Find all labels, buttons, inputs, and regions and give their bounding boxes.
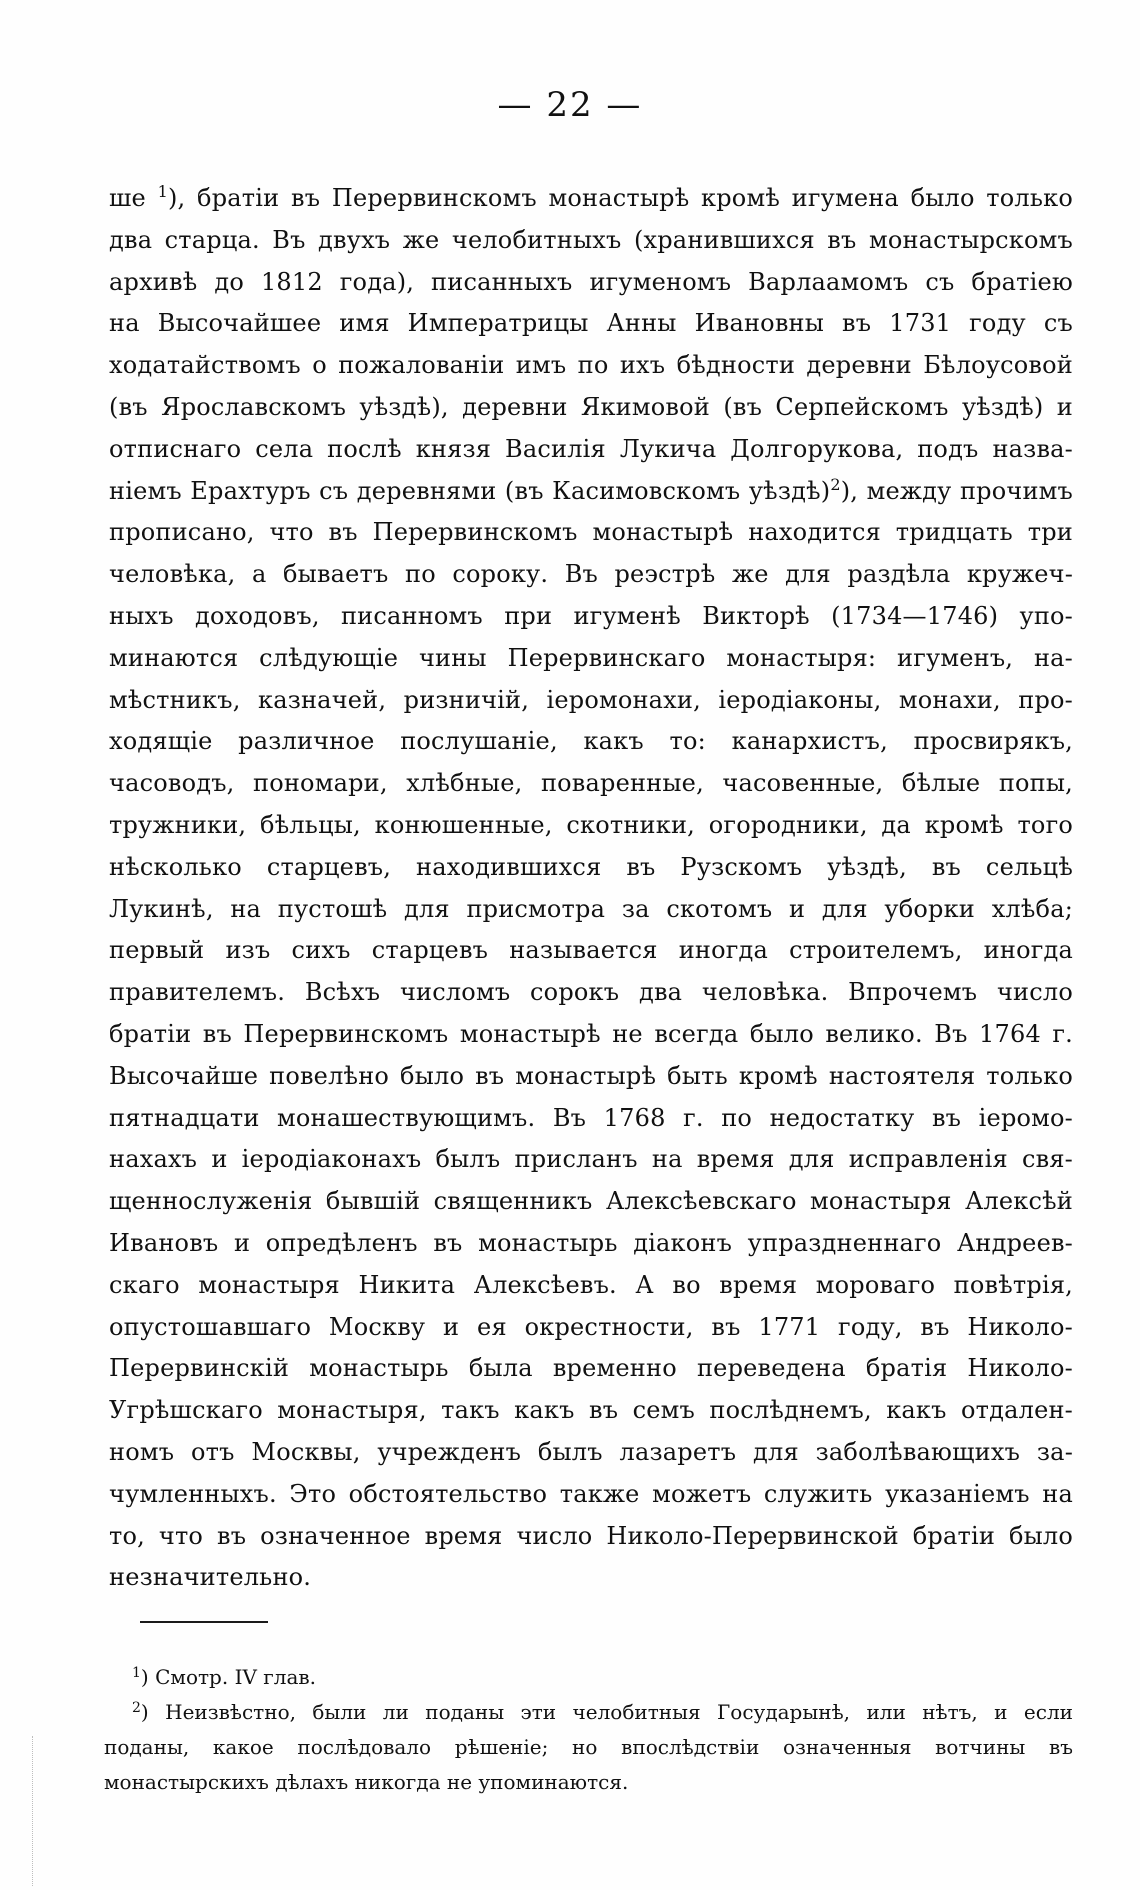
footnote-1: $^1$) Смотр. IV глав.	[132, 1665, 316, 1689]
page-number: — 22 —	[497, 85, 643, 125]
text-line: номъ отъ Москвы, учрежденъ былъ лазаретъ для заболѣвающихъ за-	[109, 1437, 1073, 1466]
footnote-2: $^2$) Неизвѣстно, были ли поданы эти челобитныя Государынѣ, или нѣтъ, и если	[132, 1700, 1073, 1724]
text-line: ныхъ доходовъ, писанномъ при игуменѣ Викторѣ (1734—1746) упо-	[109, 601, 1073, 630]
text-line: нахахъ и іеродіаконахъ былъ присланъ на время для исправленія свя-	[109, 1145, 1073, 1174]
footnote-marker: 2	[132, 1700, 141, 1716]
text-line: Высочайше повелѣно было въ монастырѣ быть кромѣ настоятеля только	[109, 1061, 1073, 1090]
text-line: прописано, что въ Перервинскомъ монастырѣ находится тридцать три	[109, 518, 1073, 547]
text-line: опустошавшаго Москву и ея окрестности, въ 1771 году, въ Николо-	[109, 1312, 1073, 1341]
text-line: ходящіе различное послушаніе, какъ то: канархистъ, просвирякъ,	[109, 727, 1073, 756]
footnote-ref[interactable]: 1	[157, 182, 168, 201]
text-line: архивѣ до 1812 года), писанныхъ игуменомъ Варлаамомъ съ братіею	[109, 267, 1073, 296]
footnote-2-line: монастырскихъ дѣлахъ никогда не упоминаются.	[104, 1770, 629, 1794]
text-line: минаются слѣдующіе чины Перервинскаго монастыря: игуменъ, на-	[109, 643, 1073, 672]
text-line: ніемъ Ерахтуръ съ деревнями (въ Касимовскомъ уѣздѣ)$^2$), между прочимъ	[109, 474, 1073, 505]
footnote-separator	[140, 1621, 268, 1623]
text-line: Лукинѣ, на пустошѣ для присмотра за скотомъ и для уборки хлѣба;	[109, 894, 1073, 923]
text-line: первый изъ сихъ старцевъ называется иногда строителемъ, иногда	[109, 936, 1073, 965]
text-line: чумленныхъ. Это обстоятельство также можетъ служить указаніемъ на	[109, 1479, 1073, 1508]
text-line: то, что въ означенное время число Николо-Перервинской братіи было	[109, 1521, 1073, 1550]
text-line: ше $^1$), братіи въ Перервинскомъ монастырѣ кромѣ игумена было только	[109, 182, 1073, 212]
text-line: щеннослуженія бывшій священникъ Алексѣевскаго монастыря Алексѣй	[109, 1187, 1073, 1216]
text-line: незначительно.	[109, 1563, 312, 1592]
text-line: на Высочайшее имя Императрицы Анны Ивановны въ 1731 году съ	[109, 309, 1073, 338]
footnote-2-line: поданы, какое послѣдовало рѣшеніе; но впослѣдствіи означенныя вотчины въ	[104, 1735, 1073, 1759]
text-line: Перервинскій монастырь была временно переведена братія Николо-	[109, 1354, 1073, 1383]
text-line: Угрѣшскаго монастыря, такъ какъ въ семъ послѣднемъ, какъ отдален-	[109, 1396, 1073, 1425]
text-line: скаго монастыря Никита Алексѣевъ. А во время мороваго повѣтрія,	[109, 1270, 1073, 1299]
text-line: человѣка, а бываетъ по сороку. Въ реэстрѣ же для раздѣла кружеч-	[109, 560, 1073, 589]
text-line: пятнадцати монашествующимъ. Въ 1768 г. по недостатку въ іеромо-	[109, 1103, 1073, 1132]
footnote-marker: 1	[132, 1665, 141, 1681]
text-line: два старца. Въ двухъ же челобитныхъ (хранившихся въ монастырскомъ	[109, 225, 1073, 254]
text-line: ходатайствомъ о пожалованіи имъ по ихъ бѣдности деревни Бѣлоусовой	[109, 351, 1073, 380]
text-line: мѣстникъ, казначей, ризничій, іеромонахи, іеродіаконы, монахи, про-	[109, 685, 1073, 714]
body-text	[109, 178, 1073, 1599]
text-line: часоводъ, пономари, хлѣбные, поваренные, часовенные, бѣлые попы,	[109, 769, 1073, 798]
footnotes	[104, 1660, 1073, 1800]
text-line: отписнаго села послѣ князя Василія Лукича Долгорукова, подъ назва-	[109, 434, 1073, 463]
text-line: (въ Ярославскомъ уѣздѣ), деревни Якимовой (въ Серпейскомъ уѣздѣ) и	[109, 392, 1073, 421]
text-line: правителемъ. Всѣхъ числомъ сорокъ два человѣка. Впрочемъ число	[109, 978, 1073, 1007]
footnote-ref[interactable]: 2	[830, 474, 841, 494]
text-line: нѣсколько старцевъ, находившихся въ Рузскомъ уѣздѣ, въ сельцѣ	[109, 852, 1073, 881]
text-line: Ивановъ и опредѣленъ въ монастырь діаконъ упраздненнаго Андреев-	[109, 1228, 1073, 1257]
scan-edge-mark	[32, 1736, 39, 1886]
text-line: братіи въ Перервинскомъ монастырѣ не всегда было велико. Въ 1764 г.	[109, 1019, 1073, 1048]
text-line: тружники, бѣльцы, конюшенные, скотники, огородники, да кромѣ того	[109, 810, 1073, 839]
